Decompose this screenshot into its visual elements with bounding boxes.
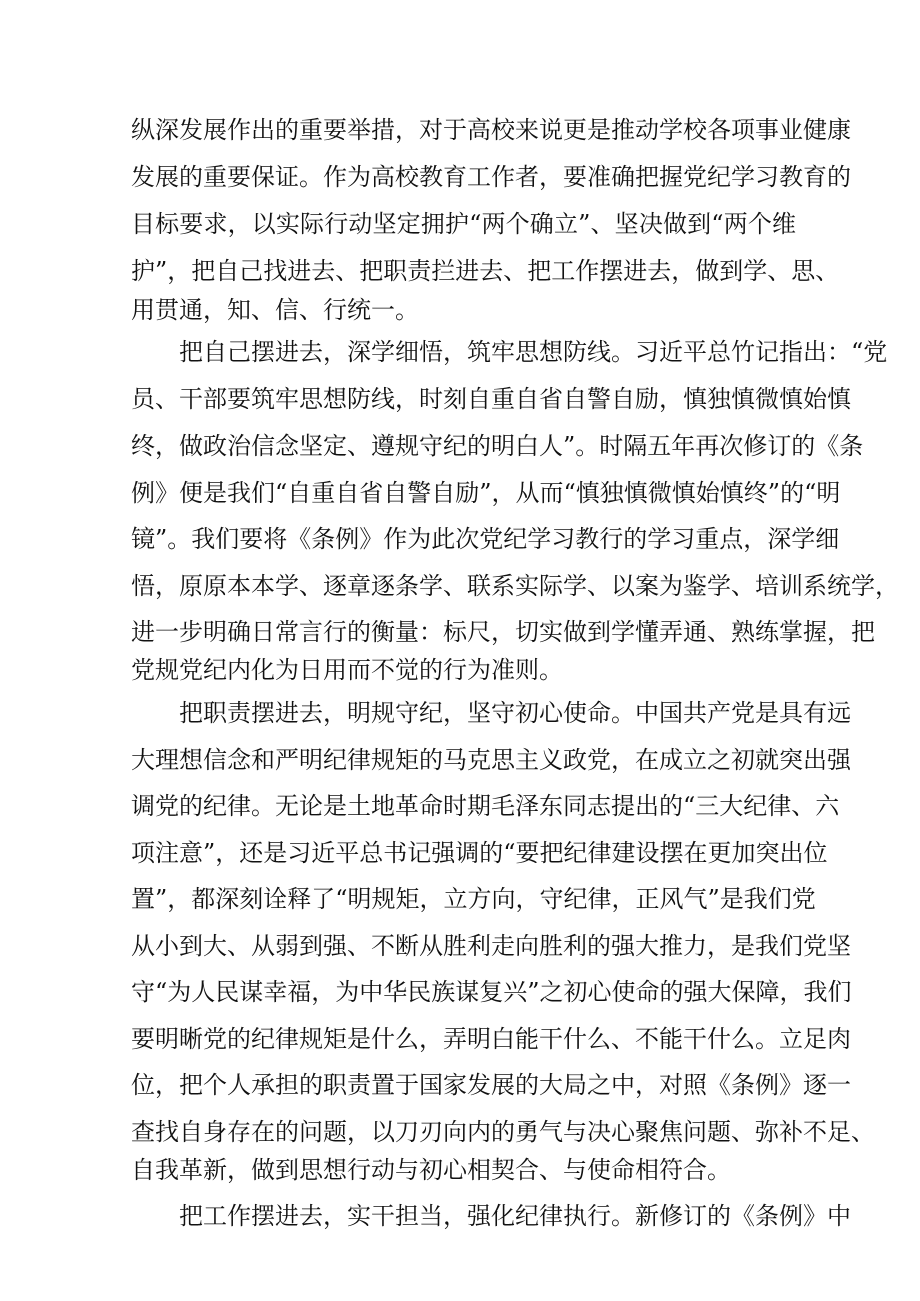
text-line: 自我革新，做到思想行动与初心相契合、与使命相符合。 [131,1156,731,1184]
text-line: 项注意”，还是习近平总书记强调的“要把纪律建设摆在更加突出位 [131,839,828,867]
text-line: 进一步明确日常言行的衡量：标尺，切实做到学懂弄通、熟练掌握，把 [131,618,875,646]
text-line: 悟，原原本本学、逐章逐条学、联系实际学、以案为鉴学、培训系统学， [131,572,899,600]
paragraph-first-line: 把自己摆进去，深学细悟，筑牢思想防线。习近平总竹记指出：“党 [179,338,888,366]
paragraph-first-line: 把工作摆进去，实干担当，强化纪律执行。新修订的《条例》中 [179,1202,851,1230]
text-line: 要明晰党的纪律规矩是什么，弄明白能干什么、不能干什么。立足肉 [131,1025,851,1053]
text-line: 置”，都深刻诠释了“明规矩，立方向，守纪律，正风气”是我们党 [131,885,816,913]
text-line: 守“为人民谋幸福，为中华民族谋复兴”之初心使命的强大保障，我们 [131,978,852,1006]
text-line: 发展的重要保证。作为高校教育工作者，要准确把握党纪学习教育的 [131,163,851,191]
text-line: 目标要求，以实际行动坚定拥护“两个确立”、坚决做到“两个维 [131,210,796,238]
text-line: 纵深发展作出的重要举措，对于高校来说更是推动学校各项事业健康 [131,116,851,144]
text-line: 终，做政治信念坚定、遵规守纪的明白人”。时隔五年再次修订的《条 [131,432,864,460]
text-line: 例》便是我们“自重自省自警自励”，从而“慎独慎微慎始慎终”的“明 [131,479,841,507]
text-line: 员、干部要筑牢思想防线，时刻自重自省自警自励，慎独慎微慎始慎 [131,385,851,413]
text-line: 大理想信念和严明纪律规矩的马克思主义政党，在成立之初就突出强 [131,746,851,774]
text-line: 从小到大、从弱到强、不断从胜利走向胜利的强大推力，是我们党坚 [131,932,851,960]
text-line: 护”，把自己找进去、把职责拦进去、把工作摆进去，做到学、思、 [131,257,840,285]
text-line: 位，把个人承担的职责置于国家发展的大局之中，对照《条例》逐一 [131,1071,851,1099]
text-line: 查找自身存在的问题，以刀刃向内的勇气与决心聚焦问题、弥补不足、 [131,1118,875,1146]
text-line: 镜”。我们要将《条例》作为此次党纪学习教行的学习重点，深学细 [131,525,840,553]
text-line: 用贯通，知、信、行统一。 [131,296,419,324]
paragraph-first-line: 把职责摆进去，明规守纪，坚守初心使命。中国共产党是具有远 [179,699,851,727]
text-line: 党规党纪内化为日用而不觉的行为准则。 [131,656,563,684]
text-line: 调党的纪律。无论是土地革命时期毛泽东同志提出的“三大纪律、六 [131,792,840,820]
